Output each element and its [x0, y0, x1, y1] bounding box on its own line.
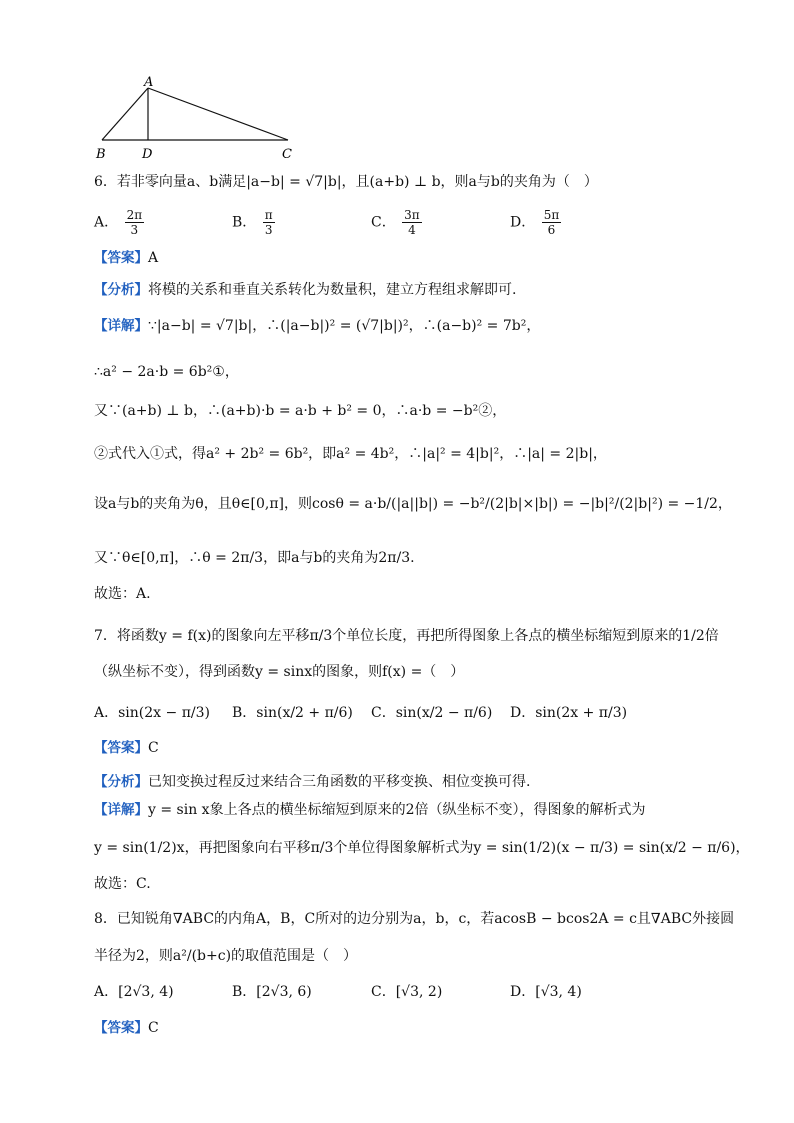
q8-stem-line-1: 8．已知锐角∇ABC的内角A，B，C所对的边分别为a，b，c，若acosB − bcos2A = c且∇ABC外接圆 [94, 911, 735, 927]
q6-answer [94, 248, 158, 268]
analysis-text: 将模的关系和垂直关系转化为数量积，建立方程组求解即可. [148, 282, 517, 298]
q8-option-b [232, 982, 312, 1002]
option-key: B． [232, 984, 257, 1000]
q7-analysis [94, 772, 530, 792]
numerator: 2π [126, 208, 143, 222]
option-text: sin(2x + π/3) [535, 705, 628, 721]
fraction [263, 208, 275, 237]
detail-tag: 【详解】 [94, 802, 148, 818]
side-ac [148, 88, 288, 140]
label-d: D [142, 147, 153, 162]
fraction [542, 208, 562, 237]
numerator: 3π [404, 208, 420, 222]
answer-value: C [148, 1020, 159, 1036]
analysis-text: 已知变换过程反过来结合三角函数的平移变换、相位变换可得. [148, 774, 531, 790]
q6-option-b [232, 208, 277, 237]
denominator: 6 [547, 223, 556, 237]
option-text: sin(2x − π/3) [118, 705, 210, 721]
q7-detail-line-1 [94, 800, 645, 820]
detail-text: y = sin x象上各点的横坐标缩短到原来的2倍（纵坐标不变），得图象的解析式为 [148, 802, 646, 818]
detail-tag: 【详解】 [94, 318, 148, 334]
q6-detail-line-6: 又∵θ∈[0,π]，∴θ = 2π/3，即a与b的夹角为2π/3. [94, 550, 415, 566]
side-ab [102, 88, 148, 140]
q7-option-d [510, 703, 627, 723]
fraction [402, 208, 422, 237]
option-text: sin(x/2 − π/6) [395, 705, 493, 721]
option-key: C． [371, 214, 396, 231]
q6-conclusion: 故选：A. [94, 586, 151, 602]
option-key: D． [510, 214, 536, 231]
option-key: C． [371, 984, 396, 1000]
q8-stem-line-2: 半径为2，则a²/(b+c)的取值范围是（ ） [94, 948, 358, 964]
q7-option-c [371, 703, 492, 723]
q7-option-a [94, 703, 210, 723]
answer-tag: 【答案】 [94, 1020, 148, 1036]
label-b: B [96, 147, 106, 162]
q6-detail-line-1 [94, 316, 540, 336]
q7-stem-line-2: （纵坐标不变），得到函数y = sinx的图象，则f(x) =（ ） [94, 664, 465, 680]
option-key: A． [94, 984, 119, 1000]
option-key: B． [232, 214, 257, 231]
denominator: 4 [408, 223, 416, 237]
q6-detail-line-5: 设a与b的夹角为θ，且θ∈[0,π]，则cosθ = a·b/(|a||b|) = −b²/(2|b|×|b|) = −|b|²/(2|b|²) = −1/2， [94, 496, 732, 512]
q7-answer [94, 738, 159, 758]
q7-stem-line-1: 7．将函数y = f(x)的图象向左平移π/3个单位长度，再把所得图象上各点的横坐标缩短到原来的1/2倍 [94, 628, 719, 644]
q7-option-b [232, 703, 353, 723]
option-text: [2√3, 6) [256, 984, 312, 1000]
option-text: sin(x/2 + π/6) [256, 705, 353, 721]
option-text: [2√3, 4) [118, 984, 174, 1000]
answer-value: A [148, 250, 159, 266]
q8-answer [94, 1018, 159, 1038]
option-key: B． [232, 705, 257, 721]
q7-conclusion: 故选：C. [94, 876, 151, 892]
option-text: [√3, 4) [535, 984, 582, 1000]
label-c: C [282, 147, 292, 162]
denominator: 3 [130, 223, 139, 237]
q6-detail-line-2: ∴a² − 2a·b = 6b²①， [94, 364, 239, 380]
denominator: 3 [264, 223, 273, 237]
analysis-tag: 【分析】 [94, 282, 148, 298]
q6-detail-line-3: 又∵(a+b) ⊥ b，∴(a+b)·b = a·b + b² = 0，∴a·b = −b²②， [94, 403, 507, 419]
q6-option-d [510, 208, 563, 237]
q6-stem: 6．若非零向量a、b满足|a−b| = √7|b|，且(a+b) ⊥ b，则a与b的夹角为（ ） [94, 174, 598, 190]
q8-option-d [510, 982, 582, 1002]
q7-detail-line-2: y = sin(1/2)x，再把图象向右平移π/3个单位得图象解析式为y = sin(1/2)(x − π/3) = sin(x/2 − π/6)， [94, 840, 750, 856]
label-a: A [144, 76, 154, 90]
q6-analysis [94, 280, 516, 300]
detail-text: ∵|a−b| = √7|b|，∴(|a−b|)² = (√7|b|)²，∴(a−b)² = 7b²， [148, 318, 541, 334]
option-key: A． [94, 214, 119, 231]
q8-option-c [371, 982, 442, 1002]
numerator: 5π [543, 208, 560, 222]
answer-value: C [148, 740, 159, 756]
q6-option-a [94, 208, 146, 237]
triangle-figure [90, 76, 310, 166]
option-key: A． [94, 705, 119, 721]
q8-option-a [94, 982, 174, 1002]
option-key: D． [510, 984, 536, 1000]
answer-tag: 【答案】 [94, 740, 148, 756]
numerator: π [264, 208, 273, 222]
option-key: C． [371, 705, 396, 721]
q6-option-c [371, 208, 424, 237]
answer-tag: 【答案】 [94, 250, 148, 266]
q6-detail-line-4: ②式代入①式，得a² + 2b² = 6b²，即a² = 4b²，∴|a|² = 4|b|²，∴|a| = 2|b|， [94, 446, 607, 462]
option-key: D． [510, 705, 536, 721]
fraction [125, 208, 145, 237]
option-text: [√3, 2) [395, 984, 443, 1000]
analysis-tag: 【分析】 [94, 774, 148, 790]
